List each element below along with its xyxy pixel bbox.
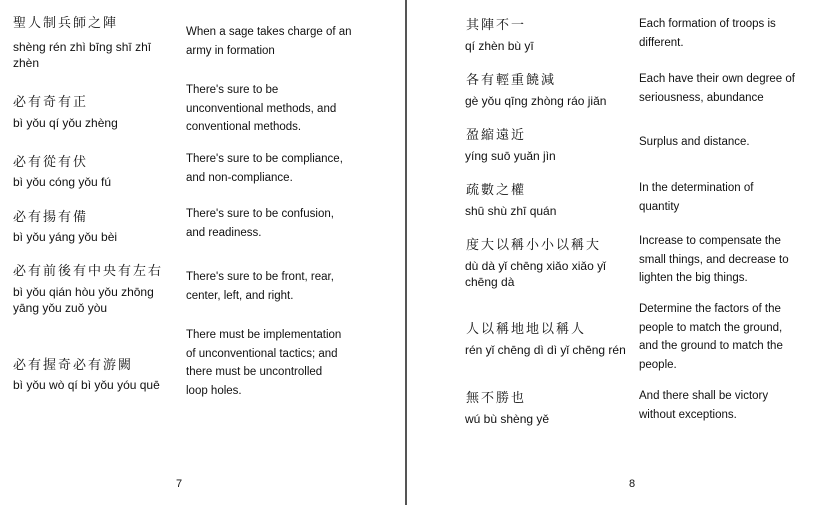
chinese-text: 其陣不一 — [466, 18, 527, 33]
pinyin-text: shèng rén zhì bīng shī zhī zhèn — [13, 40, 152, 70]
chinese-text: 盈縮遠近 — [466, 128, 527, 143]
chinese-text: 疏數之權 — [466, 183, 527, 198]
chinese-text: 聖人制兵師之陣 — [13, 16, 119, 31]
pinyin-text: qí zhèn bù yī — [465, 39, 534, 53]
chinese-text: 人以稱地地以稱人 — [466, 322, 587, 337]
english-translation: Each have their own degree of seriousness, abundance — [639, 73, 795, 104]
pinyin-text: rén yǐ chēng dì dì yǐ chēng rén — [465, 343, 626, 357]
english-translation: There's sure to be compliance, and non-compliance. — [186, 153, 343, 184]
page-number: 8 — [629, 478, 636, 490]
page-divider — [405, 0, 407, 505]
english-translation: And there shall be victory without exceptions. — [639, 390, 769, 421]
chinese-text: 必有揚有備 — [13, 210, 89, 225]
english-translation: When a sage takes charge of an army in formation — [186, 26, 352, 57]
chinese-text: 各有輕重饒減 — [466, 73, 557, 88]
pinyin-text: bì yǒu qí yǒu zhèng — [13, 116, 118, 130]
chinese-text: 必有握奇必有游闕 — [13, 358, 134, 373]
english-translation: There's sure to be front, rear, center, left, and right. — [186, 271, 334, 302]
pinyin-text: wú bù shèng yě — [465, 412, 550, 426]
right-page — [408, 0, 815, 505]
english-translation: In the determination of quantity — [639, 182, 754, 213]
chinese-text: 無不勝也 — [466, 391, 527, 406]
pinyin-text: gè yǒu qīng zhòng ráo jiǎn — [465, 94, 607, 108]
chinese-text: 必有前後有中央有左右 — [13, 264, 164, 279]
chinese-text: 度大以稱小小以稱大 — [466, 238, 602, 253]
pinyin-text: bì yǒu wò qí bì yǒu yóu quē — [13, 378, 160, 392]
chinese-text: 必有從有伏 — [13, 155, 89, 170]
english-translation: Determine the factors of the people to match the ground, and the ground to match the people. — [639, 303, 783, 371]
pinyin-text: bì yǒu cóng yǒu fú — [13, 175, 112, 189]
pinyin-text: shū shù zhī quán — [465, 204, 557, 218]
english-translation: There's sure to be confusion, and readiness. — [186, 208, 334, 239]
chinese-text: 必有奇有正 — [13, 95, 89, 110]
pinyin-text: bì yǒu yáng yǒu bèi — [13, 230, 118, 244]
page-number: 7 — [176, 478, 183, 490]
english-translation: There's sure to be unconventional methods, and conventional methods. — [186, 84, 337, 133]
english-translation: Surplus and distance. — [639, 136, 750, 148]
pinyin-text: bì yǒu qián hòu yǒu zhōng yāng yǒu zuǒ yòu — [13, 285, 154, 315]
pinyin-text: dù dà yǐ chēng xiǎo xiǎo yǐ chēng dà — [465, 259, 606, 289]
english-translation: Each formation of troops is different. — [639, 18, 776, 49]
left-page — [0, 0, 405, 505]
pinyin-text: yíng suō yuǎn jìn — [465, 149, 556, 163]
english-translation: Increase to compensate the small things, and decrease to lighten the big things. — [639, 235, 789, 284]
english-translation: There must be implementation of unconventional tactics; and there must be uncontrolled loop holes. — [186, 329, 342, 397]
